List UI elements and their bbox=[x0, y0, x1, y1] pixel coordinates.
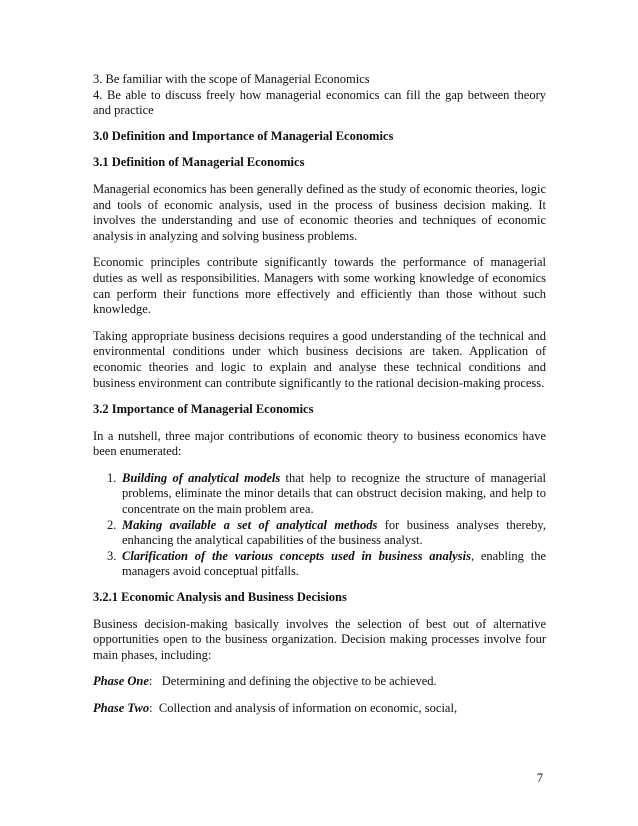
paragraph: Taking appropriate business decisions requires a good understanding of the technical and environmental conditions under which business decisions are taken. Application of economic theories and logic to explain and analyse these technical conditions and business environment can contribute significantly to the rational decision-making process. bbox=[93, 328, 546, 390]
phase-line bbox=[93, 701, 546, 717]
phase-text: Determining and defining the objective to be achieved. bbox=[161, 674, 437, 689]
contributions-list bbox=[93, 471, 546, 580]
section-heading-3-1: 3.1 Definition of Managerial Economics bbox=[93, 155, 305, 170]
list-item-emphasis: Making available a set of analytical methods bbox=[122, 517, 378, 532]
phase-line bbox=[93, 674, 546, 690]
list-item bbox=[93, 471, 546, 518]
paragraph: In a nutshell, three major contributions of economic theory to business economics have been enumerated: bbox=[93, 428, 546, 459]
page-number: 7 bbox=[536, 771, 543, 785]
paragraph: Economic principles contribute significantly towards the performance of managerial duties as well as responsibilities. Managers with some working knowledge of economics can perform their functions more effectively and efficiently than those without such knowledge. bbox=[93, 255, 546, 317]
objective-item: 4. Be able to discuss freely how managerial economics can fill the gap between theory and practice bbox=[93, 87, 546, 118]
phase-separator: : bbox=[148, 674, 162, 689]
list-number: 3. bbox=[107, 548, 117, 563]
list-item-text: for business analyses thereby, enhancing the analytical capabilities of the business analyst. bbox=[122, 517, 546, 548]
phase-label: Phase One bbox=[93, 674, 149, 689]
list-item bbox=[93, 549, 546, 580]
paragraph: Managerial economics has been generally defined as the study of economic theories, logic and tools of economic analysis, used in the process of business decision making. It involves the understanding and use of economic theories and techniques of economic analysis in analyzing and solving business problems. bbox=[93, 181, 546, 243]
section-heading-3-0: 3.0 Definition and Importance of Managerial Economics bbox=[93, 128, 394, 143]
phase-label: Phase Two bbox=[93, 701, 150, 715]
objectives-list bbox=[93, 72, 546, 119]
phase-text: Collection and analysis of information on economic, social, bbox=[158, 701, 458, 715]
list-item-text: that help to recognize the structure of managerial problems, eliminate the minor details that can obstruct decision making, and help to concentrate on the main problem area. bbox=[122, 470, 546, 517]
list-number: 1. bbox=[107, 470, 117, 485]
list-item-text: , enabling the managers avoid conceptual pitfalls. bbox=[122, 548, 546, 579]
section-heading-3-2: 3.2 Importance of Managerial Economics bbox=[93, 402, 314, 417]
list-item-emphasis: Clarification of the various concepts used in business analysis bbox=[122, 548, 471, 563]
paragraph: Business decision-making basically involves the selection of best out of alternative opportunities open to the business organization. Decision making processes involve four main phases, including: bbox=[93, 616, 546, 662]
section-heading-3-2-1: 3.2.1 Economic Analysis and Business Decisions bbox=[93, 590, 347, 605]
list-item-emphasis: Building of analytical models bbox=[122, 470, 281, 485]
objective-item: 3. Be familiar with the scope of Managerial Economics bbox=[93, 72, 370, 86]
list-item bbox=[93, 518, 546, 549]
list-number: 2. bbox=[107, 517, 117, 532]
phase-separator: : bbox=[149, 701, 159, 715]
